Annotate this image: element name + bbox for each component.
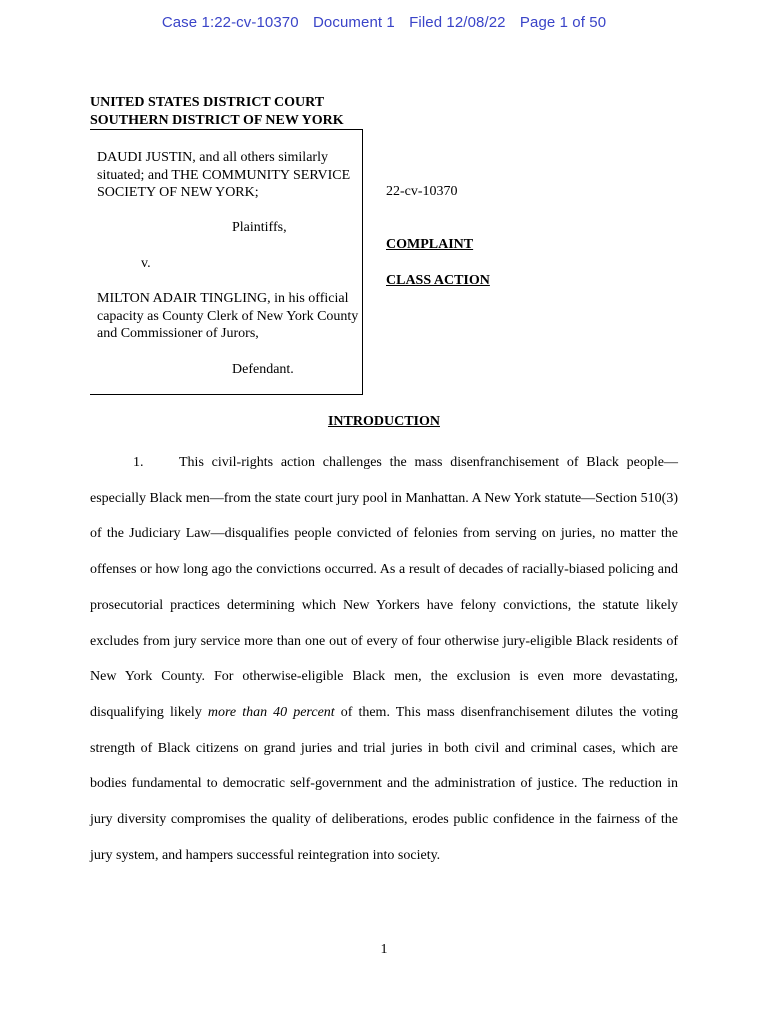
court-name-line1: UNITED STATES DISTRICT COURT [90,95,325,110]
document-number-stamp: Document 1 [312,14,395,31]
document-subtype: CLASS ACTION [386,273,490,288]
case-number-stamp: Case 1:22-cv-10370 [161,14,299,31]
document-type: COMPLAINT [386,237,474,252]
case-number: 22-cv-10370 [386,184,458,199]
plaintiffs-names: DAUDI JUSTIN, and all others similarly situated; and THE COMMUNITY SERVICE SOCIETY OF NEW YORK; [97,150,351,201]
court-name [90,94,344,130]
ecf-header-stamp [0,14,768,31]
versus-label: v. [141,256,151,271]
filed-date-stamp: Filed 12/08/22 [409,14,506,31]
defendant-label: Defendant. [232,362,294,377]
defendant-names: MILTON ADAIR TINGLING, in his official capacity as County Clerk of New York County and Commissioner of Jurors, [97,291,359,342]
paragraph-text-a: This civil-rights action challenges the mass disenfranchisement of Black people—especially Black men—from the state court jury pool in Manhattan. A New York statute—Section 510(3) of the Judiciary Law—disqualifies people convicted of felonies from serving on juries, no matter the offenses or how long ago the convictions occurred. As a result of decades of racially-biased policing and prosecutorial practices determining which New Yorkers have felony convictions, the statute likely excludes from jury service more than one out of every of four otherwise jury-eligible Black residents of New York County. For otherwise-eligible Black men, the exclusion is even more devastating, disqualifying likely [90,455,678,720]
paragraph-1 [90,445,678,873]
section-heading: INTRODUCTION [327,414,440,429]
paragraph-number: 1. [133,455,144,470]
case-caption-box [90,129,363,395]
court-name-line2: SOUTHERN DISTRICT OF NEW YORK [90,113,344,128]
page-number: 1 [380,942,388,957]
paragraph-emphasis: more than 40 percent [207,704,335,720]
plaintiffs-label: Plaintiffs, [232,220,287,235]
paragraph-text-b: of them. This mass disenfranchisement dilutes the voting strength of Black citizens on grand juries and trial juries in both civil and criminal cases, which are bodies fundamental to democratic self-government and the administration of justice. The reduction in jury diversity compromises the quality of deliberations, erodes public confidence in the fairness of the jury system, and hampers successful reintegration into society. [90,704,678,863]
page-count-stamp: Page 1 of 50 [519,14,607,31]
